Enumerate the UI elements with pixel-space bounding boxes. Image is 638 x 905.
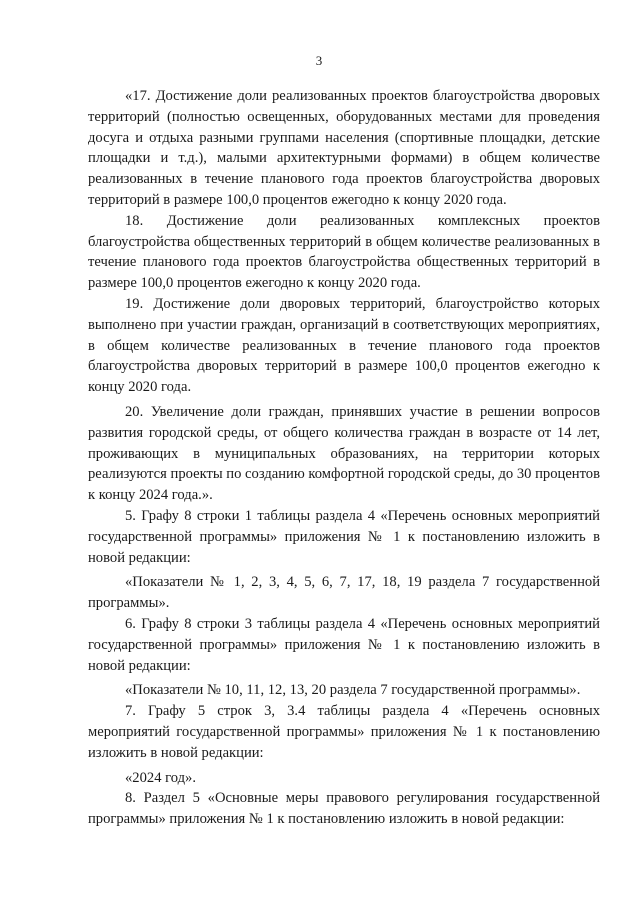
paragraph-item-20: 20. Увеличение доли граждан, принявших участие в решении вопросов развития городской среды, от общего количества граждан в возрасте от 14 лет, проживающих в муниципальных образованиях, на территории которых реализуются проекты по созданию комфортной городской среды, до 30 процентов к концу 2024 года.». [88,403,600,504]
paragraph-point-5: 5. Графу 8 строки 1 таблицы раздела 4 «Перечень основных мероприятий государственной программы» приложения № 1 к постановлению изложить в новой редакции: [88,507,600,566]
paragraph-point-6-text: «Показатели № 10, 11, 12, 13, 20 раздела 7 государственной программы». [125,682,581,699]
paragraph-point-5-text: «Показатели № 1, 2, 3, 4, 5, 6, 7, 17, 18, 19 раздела 7 государственной программы». [88,574,600,612]
document-body [88,86,600,830]
paragraph-item-18: 18. Достижение доли реализованных комплексных проектов благоустройства общественных территорий в общем количестве реализованных в течение планового года проектов благоустройства общественных территорий в размере 100,0 процентов ежегодно к концу 2020 года. [88,212,600,292]
paragraph-point-6: 6. Графу 8 строки 3 таблицы раздела 4 «Перечень основных мероприятий государственной программы» приложения № 1 к постановлению изложить в новой редакции: [88,615,600,674]
paragraph-point-7: 7. Графу 5 строк 3, 3.4 таблицы раздела 4 «Перечень основных мероприятий государственной программы» приложения № 1 к постановлению изложить в новой редакции: [88,703,600,761]
page-number: 3 [315,53,323,68]
paragraph-point-7-text: «2024 год». [125,769,197,786]
paragraph-point-8: 8. Раздел 5 «Основные меры правового регулирования государственной программы» приложения № 1 к постановлению изложить в новой редакции: [88,790,600,828]
paragraph-item-17: «17. Достижение доли реализованных проектов благоустройства дворовых территорий (полностью освещенных, оборудованных местами для проведения досуга и отдыха разными группами населения (спортивные площадки, детские площадки и т.д.), малыми архитектурными формами) в общем количестве реализованных в течение планового года проектов благоустройства дворовых территорий в размере 100,0 процентов ежегодно к концу 2020 года. [88,88,600,208]
paragraph-item-19: 19. Достижение доли дворовых территорий, благоустройство которых выполнено при участии граждан, организаций в соответствующих мероприятиях, в общем количестве реализованных в течение планового года проектов благоустройства дворовых территорий в размере 100,0 процентов ежегодно к концу 2020 года. [88,295,600,396]
